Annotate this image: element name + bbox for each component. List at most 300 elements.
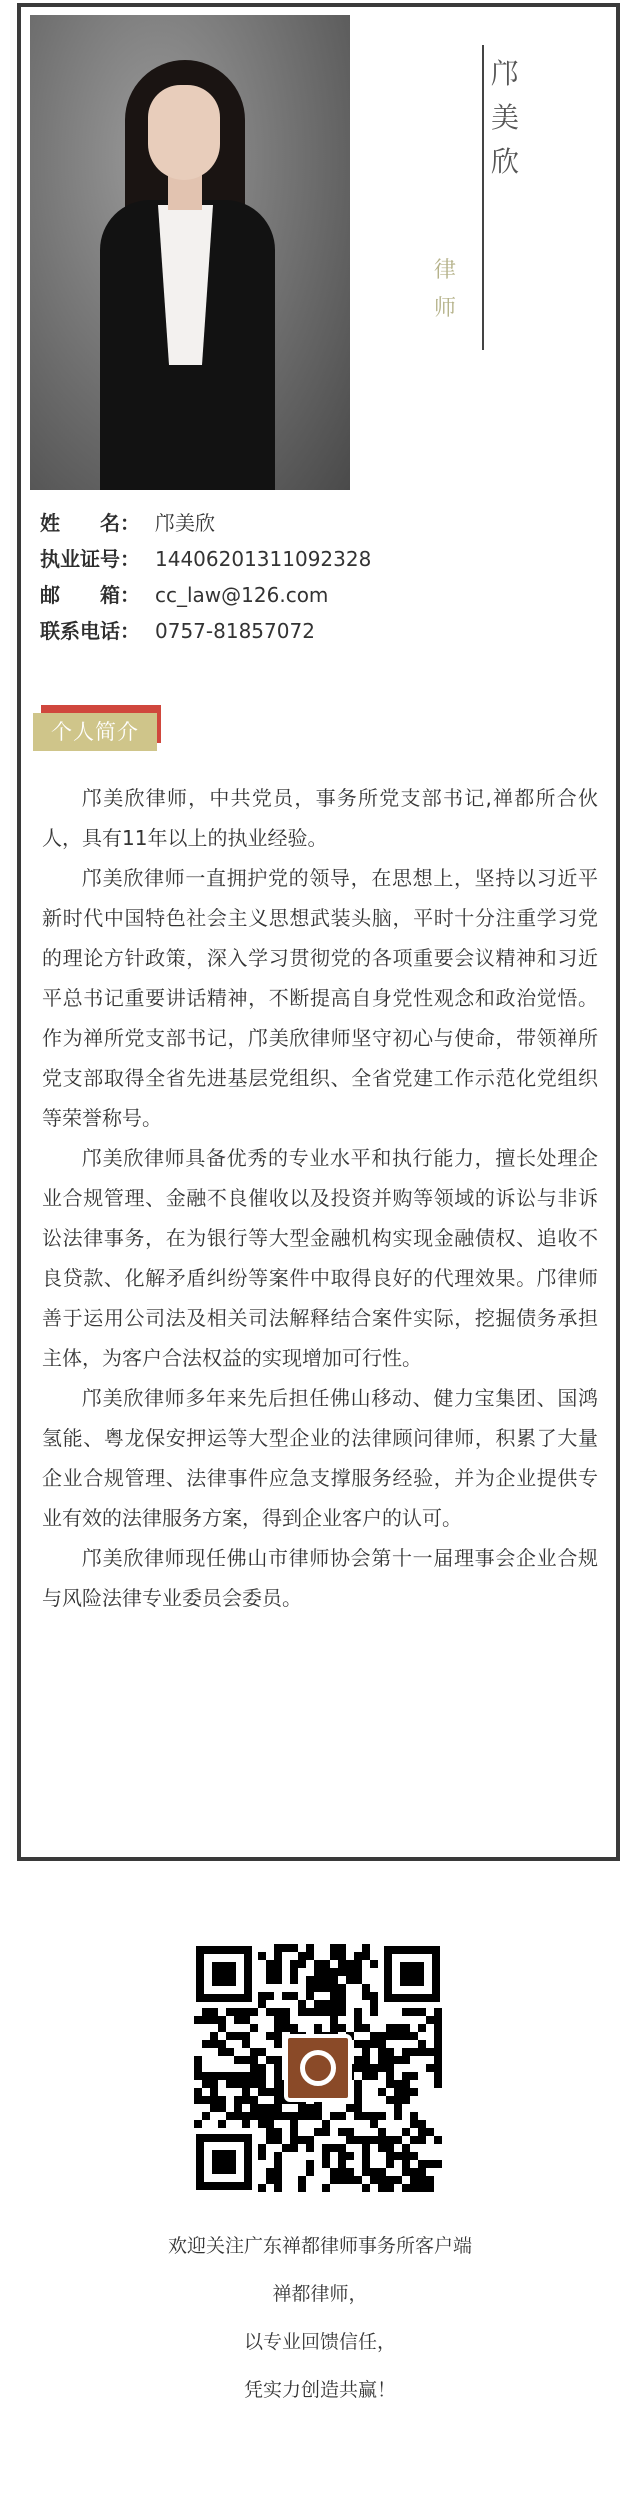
qr-module	[410, 2048, 418, 2056]
qr-module	[258, 2104, 266, 2112]
qr-module	[322, 2120, 330, 2128]
qr-module	[274, 2104, 282, 2112]
qr-module	[314, 2000, 322, 2008]
qr-module	[330, 1976, 338, 1984]
qr-module	[242, 2088, 250, 2096]
qr-module	[330, 1944, 338, 1952]
qr-module	[306, 2160, 314, 2168]
qr-module	[330, 1968, 338, 1976]
qr-module	[338, 1944, 346, 1952]
qr-module	[250, 2024, 258, 2032]
qr-module	[346, 1968, 354, 1976]
info-row-license	[40, 541, 371, 577]
qr-module	[282, 2016, 290, 2024]
qr-module	[218, 2104, 226, 2112]
qr-module	[354, 2024, 362, 2032]
qr-module	[306, 2136, 314, 2144]
qr-module	[410, 2168, 418, 2176]
info-row-name	[40, 505, 371, 541]
qr-module	[386, 2048, 394, 2056]
qr-module	[314, 1960, 322, 1968]
qr-module	[402, 2032, 410, 2040]
qr-module	[242, 2008, 250, 2016]
qr-module	[394, 2024, 402, 2032]
qr-module	[306, 2008, 314, 2016]
qr-module	[250, 2080, 258, 2088]
qr-module	[338, 2112, 346, 2120]
qr-module	[410, 2176, 418, 2184]
qr-module	[290, 1976, 298, 1984]
qr-module	[370, 2136, 378, 2144]
footer-line: 凭实力创造共赢！	[243, 2379, 396, 2401]
qr-module	[274, 2184, 282, 2192]
qr-module	[226, 2112, 234, 2120]
qr-code[interactable]	[192, 1942, 444, 2194]
qr-module	[410, 2184, 418, 2192]
qr-module	[314, 2008, 322, 2016]
qr-module	[426, 2184, 434, 2192]
qr-module	[394, 2032, 402, 2040]
qr-module	[314, 1968, 322, 1976]
qr-module	[354, 2080, 362, 2088]
qr-module	[266, 1968, 274, 1976]
qr-module	[378, 2032, 386, 2040]
qr-module	[402, 2160, 410, 2168]
lawyer-name-vertical	[488, 52, 522, 184]
qr-module	[354, 2096, 362, 2104]
qr-module	[338, 2176, 346, 2184]
info-label: 邮 箱：	[40, 583, 140, 607]
qr-module	[218, 2096, 226, 2104]
qr-module	[290, 1944, 298, 1952]
qr-module	[282, 2144, 290, 2152]
qr-module	[274, 2056, 282, 2064]
qr-module	[386, 2184, 394, 2192]
qr-module	[282, 2024, 290, 2032]
qr-module	[354, 2016, 362, 2024]
footer-slogan	[0, 2222, 640, 2414]
qr-module	[410, 2072, 418, 2080]
qr-module	[242, 2016, 250, 2024]
qr-module	[218, 2040, 226, 2048]
qr-module	[330, 2112, 338, 2120]
qr-module	[194, 2120, 202, 2128]
qr-module	[234, 2056, 242, 2064]
qr-module	[338, 2128, 346, 2136]
firm-logo-icon	[284, 2034, 352, 2102]
qr-module	[378, 2048, 386, 2056]
qr-module	[298, 2136, 306, 2144]
qr-module	[298, 2000, 306, 2008]
qr-module	[274, 2096, 282, 2104]
qr-module	[354, 2040, 362, 2048]
qr-module	[330, 2016, 338, 2024]
qr-module	[378, 2112, 386, 2120]
qr-module	[258, 2152, 266, 2160]
qr-module	[362, 2168, 370, 2176]
qr-module	[354, 2112, 362, 2120]
qr-module	[362, 2136, 370, 2144]
qr-module	[370, 2032, 378, 2040]
qr-module	[354, 1960, 362, 1968]
qr-module	[378, 2128, 386, 2136]
qr-module	[386, 2080, 394, 2088]
qr-module	[426, 2016, 434, 2024]
qr-module	[226, 2048, 234, 2056]
qr-module	[322, 2000, 330, 2008]
qr-module	[194, 2072, 202, 2080]
qr-module	[258, 2144, 266, 2152]
qr-module	[234, 2072, 242, 2080]
qr-module	[402, 2048, 410, 2056]
qr-module	[418, 2168, 426, 2176]
qr-module	[258, 2048, 266, 2056]
qr-module	[290, 1960, 298, 1968]
qr-module	[306, 1944, 314, 1952]
qr-module	[250, 2072, 258, 2080]
qr-module	[410, 2088, 418, 2096]
info-value[interactable]: cc_law@126.com	[155, 583, 329, 607]
qr-module	[290, 1968, 298, 1976]
qr-module	[314, 2128, 322, 2136]
bio-text	[42, 778, 598, 1618]
qr-module	[258, 2120, 266, 2128]
qr-module	[330, 2176, 338, 2184]
qr-module	[266, 2088, 274, 2096]
qr-module	[370, 2112, 378, 2120]
info-row-email	[40, 577, 371, 613]
qr-module	[266, 2176, 274, 2184]
qr-module	[298, 2112, 306, 2120]
qr-module	[394, 2088, 402, 2096]
qr-module	[418, 2184, 426, 2192]
qr-module	[330, 1992, 338, 2000]
qr-module	[338, 2024, 346, 2032]
qr-module	[418, 2176, 426, 2184]
qr-module	[346, 1960, 354, 1968]
qr-module	[218, 2072, 226, 2080]
qr-module	[266, 2032, 274, 2040]
qr-module	[314, 2112, 322, 2120]
qr-module	[370, 2064, 378, 2072]
qr-module	[378, 2176, 386, 2184]
qr-module	[194, 2064, 202, 2072]
qr-module	[298, 2104, 306, 2112]
qr-module	[298, 2008, 306, 2016]
qr-module	[378, 2136, 386, 2144]
qr-module	[402, 2184, 410, 2192]
qr-module	[338, 2168, 346, 2176]
qr-module	[290, 1992, 298, 2000]
qr-module	[274, 2112, 282, 2120]
section-title: 个人简介	[33, 713, 157, 751]
qr-module	[434, 2016, 442, 2024]
qr-module	[354, 2136, 362, 2144]
qr-module	[370, 1992, 378, 2000]
qr-module	[266, 2168, 274, 2176]
qr-module	[394, 2096, 402, 2104]
qr-module	[338, 1992, 346, 2000]
qr-module	[266, 1992, 274, 2000]
qr-module	[274, 2088, 282, 2096]
qr-module	[322, 1976, 330, 1984]
qr-module	[218, 2120, 226, 2128]
qr-module	[226, 2032, 234, 2040]
qr-module	[210, 2032, 218, 2040]
qr-module	[418, 2128, 426, 2136]
qr-module	[338, 1952, 346, 1960]
qr-module	[330, 2144, 338, 2152]
qr-module	[330, 2168, 338, 2176]
qr-module	[370, 2072, 378, 2080]
qr-module	[234, 2104, 242, 2112]
qr-module	[274, 2072, 282, 2080]
qr-module	[290, 2144, 298, 2152]
qr-module	[202, 2080, 210, 2088]
qr-module	[250, 2064, 258, 2072]
qr-module	[362, 1952, 370, 1960]
qr-module	[362, 2144, 370, 2152]
footer-line: 以专业回馈信任，	[243, 2331, 396, 2353]
qr-module	[330, 1984, 338, 1992]
qr-module	[338, 2152, 346, 2160]
qr-module	[274, 1944, 282, 1952]
qr-module	[306, 1976, 314, 1984]
qr-module	[242, 2072, 250, 2080]
qr-module	[274, 1960, 282, 1968]
qr-module	[402, 2080, 410, 2088]
qr-module	[274, 2152, 282, 2160]
qr-module	[346, 1976, 354, 1984]
qr-module	[410, 2120, 418, 2128]
qr-module	[434, 2008, 442, 2016]
qr-module	[234, 2096, 242, 2104]
qr-module	[362, 2152, 370, 2160]
qr-module	[274, 2080, 282, 2088]
qr-module	[330, 1952, 338, 1960]
qr-module	[282, 2112, 290, 2120]
qr-module	[274, 1976, 282, 1984]
qr-module	[386, 2064, 394, 2072]
qr-module	[226, 2008, 234, 2016]
qr-module	[266, 2104, 274, 2112]
info-label: 执业证号：	[40, 547, 140, 571]
qr-module	[274, 2024, 282, 2032]
qr-module	[226, 2072, 234, 2080]
qr-module	[434, 2080, 442, 2088]
qr-module	[394, 2056, 402, 2064]
qr-module	[242, 2096, 250, 2104]
contact-info	[40, 505, 371, 649]
qr-module	[394, 2112, 402, 2120]
qr-module	[266, 2008, 274, 2016]
qr-module	[418, 2048, 426, 2056]
qr-module	[250, 2056, 258, 2064]
qr-module	[410, 2152, 418, 2160]
qr-module	[322, 2008, 330, 2016]
qr-module	[418, 2040, 426, 2048]
qr-module	[394, 2136, 402, 2144]
title-char: 师	[433, 296, 456, 321]
qr-module	[434, 2040, 442, 2048]
info-row-phone	[40, 613, 371, 649]
name-char: 美	[490, 101, 519, 134]
footer-line: 禅都律师，	[272, 2283, 368, 2305]
qr-module	[362, 1984, 370, 1992]
qr-module	[386, 2032, 394, 2040]
qr-module	[306, 2112, 314, 2120]
qr-module	[234, 2080, 242, 2088]
qr-module	[314, 1976, 322, 1984]
qr-module	[306, 1992, 314, 2000]
qr-module	[386, 2176, 394, 2184]
qr-module	[418, 2160, 426, 2168]
qr-module	[418, 2120, 426, 2128]
qr-module	[322, 2144, 330, 2152]
footer-line: 欢迎关注广东禅都律师事务所客户端	[167, 2235, 472, 2257]
bio-paragraph: 邝美欣律师具备优秀的专业水平和执行能力，擅长处理企业合规管理、金融不良催收以及投资并购等领域的诉讼与非诉讼法律事务，在为银行等大型金融机构实现金融债权、追收不良贷款、化解矛盾纠纷等案件中取得良好的代理效果。邝律师善于运用公司法及相关司法解释结合案件实际，挖掘债务承担主体，为客户合法权益的实现增加可行性。	[42, 1146, 598, 1370]
qr-module	[306, 2104, 314, 2112]
qr-module	[250, 2112, 258, 2120]
qr-module	[258, 2072, 266, 2080]
qr-module	[210, 2096, 218, 2104]
qr-module	[322, 2128, 330, 2136]
qr-module	[314, 2104, 322, 2112]
qr-module	[378, 2064, 386, 2072]
qr-module	[362, 2056, 370, 2064]
qr-module	[274, 2168, 282, 2176]
qr-module	[210, 2072, 218, 2080]
qr-module	[402, 2072, 410, 2080]
qr-module	[434, 2136, 442, 2144]
portrait-face	[148, 85, 220, 180]
qr-module	[234, 2016, 242, 2024]
qr-module	[394, 2080, 402, 2088]
qr-module	[418, 2136, 426, 2144]
qr-module	[362, 2048, 370, 2056]
qr-module	[242, 2120, 250, 2128]
qr-module	[202, 2008, 210, 2016]
qr-module	[434, 2048, 442, 2056]
qr-module	[202, 2072, 210, 2080]
qr-module	[362, 1992, 370, 2000]
qr-module	[210, 2088, 218, 2096]
qr-module	[354, 2064, 362, 2072]
qr-module	[210, 2104, 218, 2112]
qr-module	[290, 2112, 298, 2120]
qr-module	[258, 2184, 266, 2192]
qr-module	[394, 2152, 402, 2160]
qr-module	[322, 1984, 330, 1992]
qr-module	[338, 2000, 346, 2008]
qr-module	[354, 1968, 362, 1976]
qr-module	[426, 2048, 434, 2056]
qr-module	[402, 2056, 410, 2064]
qr-module	[234, 2032, 242, 2040]
qr-module	[434, 2064, 442, 2072]
qr-module	[258, 2064, 266, 2072]
qr-module	[210, 2008, 218, 2016]
info-value: 邝美欣	[155, 511, 215, 535]
qr-module	[402, 2088, 410, 2096]
qr-module	[306, 2144, 314, 2152]
qr-module	[258, 2088, 266, 2096]
qr-module	[386, 2056, 394, 2064]
qr-module	[274, 2136, 282, 2144]
qr-module	[274, 2040, 282, 2048]
info-label: 姓 名：	[40, 511, 140, 535]
qr-module	[410, 2032, 418, 2040]
qr-module	[370, 2040, 378, 2048]
qr-module	[322, 1960, 330, 1968]
qr-module	[202, 2040, 210, 2048]
qr-module	[274, 2008, 282, 2016]
qr-module	[370, 2120, 378, 2128]
qr-module	[386, 2072, 394, 2080]
qr-module	[218, 2024, 226, 2032]
qr-module	[274, 2128, 282, 2136]
qr-module	[234, 2112, 242, 2120]
qr-module	[242, 2112, 250, 2120]
qr-module	[434, 2160, 442, 2168]
qr-module	[266, 1976, 274, 1984]
qr-module	[362, 2040, 370, 2048]
qr-module	[218, 2048, 226, 2056]
qr-module	[362, 1944, 370, 1952]
qr-module	[306, 1984, 314, 1992]
qr-module	[250, 2048, 258, 2056]
qr-module	[266, 2112, 274, 2120]
qr-module	[338, 1960, 346, 1968]
qr-module	[378, 2184, 386, 2192]
info-label: 联系电话：	[40, 619, 140, 643]
qr-module	[338, 2144, 346, 2152]
qr-module	[378, 2168, 386, 2176]
qr-module	[346, 2128, 354, 2136]
qr-module	[290, 2128, 298, 2136]
qr-module	[298, 2176, 306, 2184]
qr-module	[362, 2112, 370, 2120]
qr-module	[338, 2160, 346, 2168]
qr-module	[274, 2016, 282, 2024]
qr-module	[346, 2168, 354, 2176]
qr-module	[266, 2128, 274, 2136]
qr-module	[434, 2072, 442, 2080]
qr-module	[370, 2168, 378, 2176]
lawyer-title-vertical	[430, 252, 460, 328]
qr-module	[258, 2112, 266, 2120]
qr-module	[258, 2000, 266, 2008]
qr-module	[314, 1984, 322, 1992]
qr-module	[370, 2000, 378, 2008]
qr-module	[386, 2160, 394, 2168]
qr-module	[266, 2136, 274, 2144]
qr-module	[298, 1960, 306, 1968]
qr-module	[410, 2112, 418, 2120]
qr-module	[354, 2104, 362, 2112]
qr-module	[306, 1952, 314, 1960]
qr-module	[386, 2152, 394, 2160]
qr-module	[346, 2104, 354, 2112]
qr-module	[274, 1968, 282, 1976]
qr-module	[378, 2144, 386, 2152]
qr-module	[386, 2096, 394, 2104]
qr-module	[402, 2008, 410, 2016]
info-value[interactable]: 0757-81857072	[155, 619, 315, 643]
qr-module	[234, 2008, 242, 2016]
qr-module	[378, 2056, 386, 2064]
bio-paragraph: 邝美欣律师现任佛山市律师协会第十一届理事会企业合规与风险法律专业委员会委员。	[42, 1546, 598, 1610]
